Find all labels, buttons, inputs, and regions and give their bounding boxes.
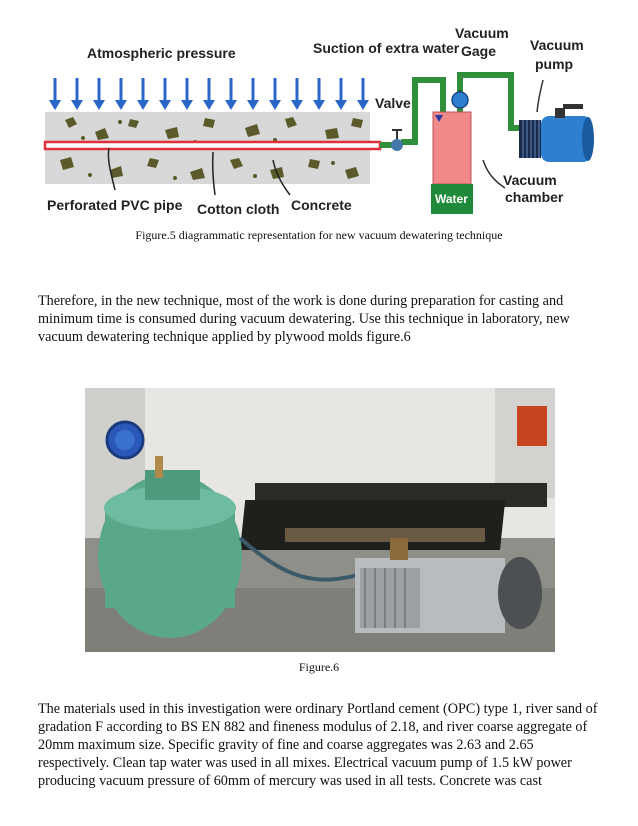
figure-6-photo [85,388,555,652]
chamber-pointer [483,160,505,188]
atmospheric-pressure-label: Atmospheric pressure [87,45,236,61]
vacuum-pump-icon [519,104,594,162]
paragraph-2 [38,700,603,790]
figure-5-diagram [35,20,600,220]
paragraph-1-text: Therefore, in the new technique, most of the work is done during preparation for casting and minimum time is consumed during vacuum dewatering. Use this technique in laboratory, new vacuum dewatering technique applied by plywood molds figure.6 [38,293,570,345]
vacuum-gage-label-line1: Vacuum [455,25,509,41]
vacuum-chamber [433,112,471,184]
vacuum-gage-icon [452,90,468,108]
vacuum-gage-label-line2: Gage [461,43,497,59]
vacuum-pump-label-line1: Vacuum [530,37,584,53]
pressure-arrows [49,78,369,110]
vacuum-chamber-label-line1: Vacuum [503,172,557,188]
water-label: Water [435,192,468,206]
suction-label: Suction of extra water [313,40,460,56]
figure-6-caption: Figure.6 [298,660,340,674]
pvc-pipe [45,142,380,149]
valve-label: Valve [375,95,411,111]
paragraph-1 [38,292,603,346]
vacuum-pump-label-line2: pump [535,56,574,72]
pvc-pipe-label: Perforated PVC pipe [47,197,183,213]
pump-pointer [537,80,543,112]
vacuum-chamber-label-line2: chamber [505,189,564,205]
concrete-label: Concrete [291,197,352,213]
figure-5-caption: Figure.5 diagrammatic representation for new vacuum dewatering technique [135,228,503,242]
paragraph-2-text: The materials used in this investigation were ordinary Portland cement (OPC) type 1, river sand of gradation F according to BS EN 882 and fineness modulus of 2.18, and river coarse aggregate of 20mm maximum size. Specific gravity of fine and coarse aggregates was 2.63 and 2.65 respectively. Clean tap water was used in all mixes. Electrical vacuum pump of 1.5 kW power producing vacuum pressure of 60mm of mercury was used in all tests. Concrete was cast [38,701,598,789]
cotton-cloth-label: Cotton cloth [197,201,280,217]
